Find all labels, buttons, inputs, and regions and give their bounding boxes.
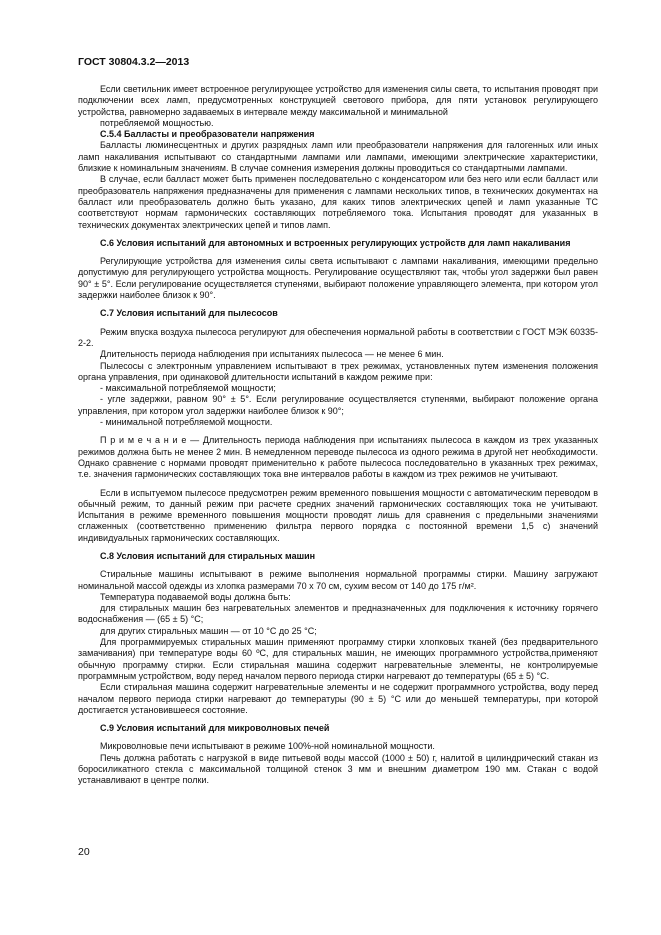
paragraph: Длительность периода наблюдения при испытаниях пылесоса — не менее 6 мин. xyxy=(100,349,444,360)
section-heading: С.9 Условия испытаний для микроволновых печей xyxy=(100,723,330,734)
paragraph: потребляемой мощностью. xyxy=(100,117,214,128)
section-heading: С.8 Условия испытаний для стиральных машин xyxy=(100,550,316,561)
document-header: ГОСТ 30804.3.2—2013 xyxy=(78,56,190,68)
section-heading: С.5.4 Балласты и преобразователи напряжения xyxy=(100,129,315,140)
paragraph: Пылесосы с электронным управлением испытывают в трех режимах, установленных путем изменения положения органа управления, при одинаковой длительности испытаний в каждом режиме при: xyxy=(78,360,598,382)
paragraph: - угле задержки, равном 90° ± 5°. Если регулирование осуществляется ступенями, выбирают положение органа управления, при котором угол задержки наиболее близок к 90°; xyxy=(78,394,598,416)
paragraph: Микроволновые печи испытывают в режиме 100%-ной номинальной мощности. xyxy=(100,741,435,752)
paragraph: В случае, если балласт может быть применен последовательно с конденсатором или без него или если балласт или преобразователь напряжения предназначены для применения с лампами нескольких типов, в технических документах на балласт или преобразователь должно быть указано, для каких типов электрических цепей и ламп указанные ТС соответствуют нормам гармонических составляющих потребляемого тока. Испытания проводят для указанных в технических документах электрических цепей и типов ламп. xyxy=(78,174,598,230)
paragraph: Если в испытуемом пылесосе предусмотрен режим временного повышения мощности с автоматическим переводом в обычный режим, то данный режим при расчете средних значений гармонических составляющих тока не учитывают. Испытания в режиме временного повышения мощности проводят лишь для сравнения с предельными значениями сглаженных (соответственно применению фильтра первого порядка с постоянной времени 1,5 с) значений индивидуальных гармонических составляющих. xyxy=(78,487,598,543)
paragraph: П р и м е ч а н и е — Длительность периода наблюдения при испытаниях пылесоса в каждом из трех указанных режимов должна быть не менее 2 мин. В немедленном переводе пылесоса из одного режима в другой нет необходимости. Однако сравнение с нормами проводят применительно к работе пылесоса последовательно в указанных трех режимах, т.е. значения гармонических составляющих тока вне интервалов работы в каждом из трех режимов не учитывают. xyxy=(78,435,598,480)
paragraph: - минимальной потребляемой мощности. xyxy=(100,417,273,428)
page-number: 20 xyxy=(78,846,90,858)
paragraph: Если светильник имеет встроенное регулирующее устройство для изменения силы света, то испытания проводят при подключении всех ламп, предусмотренных конструкцией светового прибора, для пяти установок регулирующего устройства, равномерно задаваемых в интервале между максимальной и минимальной xyxy=(78,84,598,117)
section-heading: С.7 Условия испытаний для пылесосов xyxy=(100,308,278,319)
paragraph: Регулирующие устройства для изменения силы света испытывают с лампами накаливания, имеющими предельно допустимую для регулирующего устройства мощность. Регулирование осуществляют так, чтобы угол задержки был равен 90° ± 5°. Если регулирование осуществляется ступенями, выбирают положение управляющего элемента, при котором угол задержки наиболее близок к 90°. xyxy=(78,256,598,301)
paragraph: Балласты люминесцентных и других разрядных ламп или преобразователи напряжения для галогенных или иных ламп накаливания испытывают со стандартными лампами или лампами, имеющими электрические характеристики, близкие к номинальным значениям. В случае сомнения измерения должны проводиться со стандартными лампами. xyxy=(78,140,598,174)
paragraph: Если стиральная машина содержит нагревательные элементы и не содержит программного устройства, воду перед началом первого периода стирки нагревают до температуры (90 ± 5) °С или до меньшей температуры, при которой достигается установившееся состояние. xyxy=(78,682,598,715)
paragraph: Режим впуска воздуха пылесоса регулируют для обеспечения нормальной работы в соответствии с ГОСТ МЭК 60335-2-2. xyxy=(78,326,598,348)
section-heading: С.6 Условия испытаний для автономных и встроенных регулирующих устройств для ламп накаливания xyxy=(100,237,571,248)
paragraph: Для программируемых стиральных машин применяют программу стирки хлопковых тканей (без предварительного замачивания) при температуре воды 60 ºС, для стиральных машин, не имеющих программного устройства,применяют обычную программу стирки. Если стиральная машина содержит нагревательные элементы, не контролируемые программным устройством, воду перед началом первого периода стирки нагревают до температуры (65 ± 5) °С. xyxy=(78,637,598,681)
paragraph: Температура подаваемой воды должна быть: xyxy=(100,591,291,602)
document-body xyxy=(78,84,598,787)
paragraph: для других стиральных машин — от 10 °С до 25 °С; xyxy=(100,625,317,636)
paragraph: Печь должна работать с нагрузкой в виде питьевой воды массой (1000 ± 50) г, налитой в цилиндрический стакан из боросиликатного стекла с максимальной толщиной стенок 3 мм и внешним диаметром 190 мм. Стакан с водой устанавливают в центре полки. xyxy=(78,752,598,786)
paragraph: для стиральных машин без нагревательных элементов и предназначенных для подключения к источнику горячего водоснабжения — (65 ± 5) °С; xyxy=(78,603,598,625)
paragraph: Стиральные машины испытывают в режиме выполнения нормальной программы стирки. Машину загружают номинальной массой одежды из хлопка размерами 70 х 70 см, сухим весом от 140 до 175 г/м². xyxy=(78,569,598,591)
paragraph: - максимальной потребляемой мощности; xyxy=(100,383,276,394)
